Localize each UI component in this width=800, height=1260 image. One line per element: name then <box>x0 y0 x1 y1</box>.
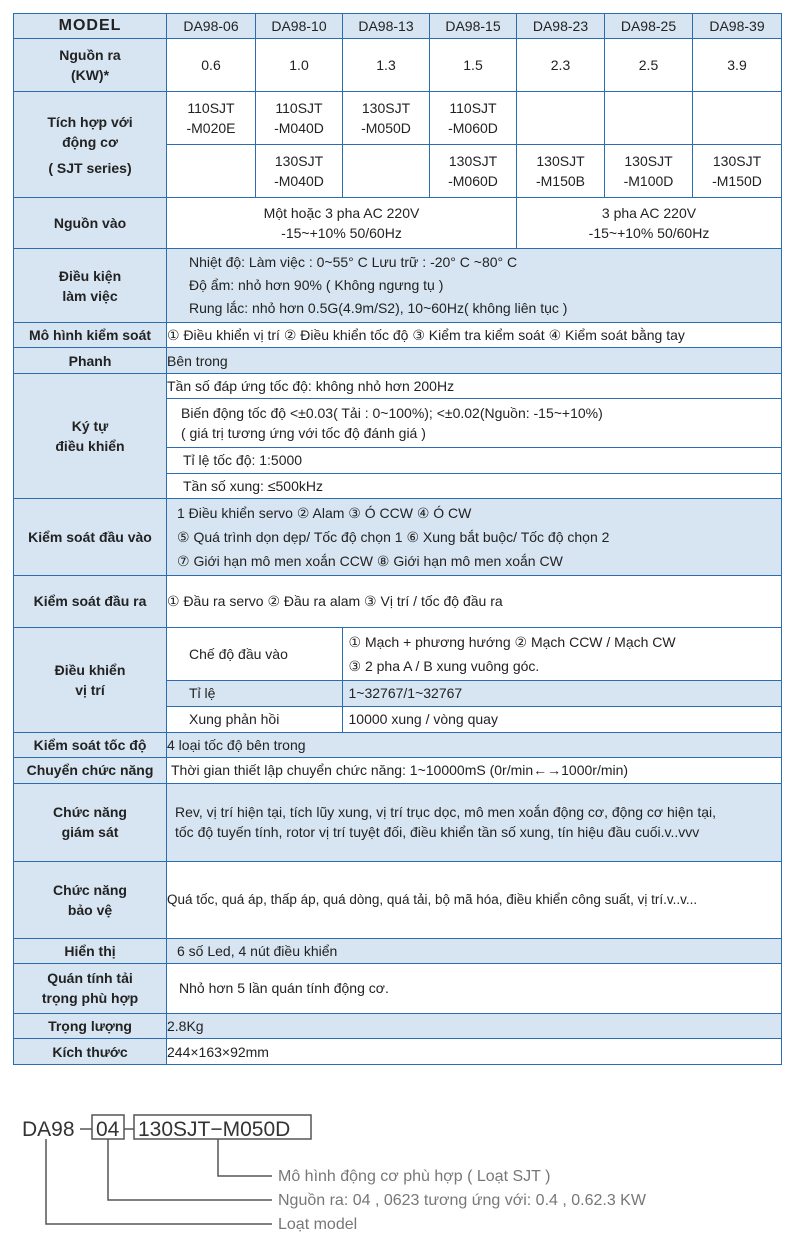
note-motor: Mô hình động cơ phù hợp ( Loạt SJT ) <box>278 1168 551 1185</box>
model-row <box>14 14 782 39</box>
label-line: làm việc <box>62 287 118 304</box>
model-name: DA98-39 <box>693 14 782 39</box>
label-line: Điều khiển <box>54 661 126 678</box>
input-mode-label: Chế độ đầu vào <box>167 628 342 681</box>
output-control-label: Kiểm soát đầu ra <box>14 575 167 627</box>
power-in-phase: 3 pha AC 220V <box>601 205 697 222</box>
monitor-label <box>14 783 167 861</box>
protection-label <box>14 862 167 938</box>
model-name: DA98-25 <box>605 14 693 39</box>
input-mode-line: ① Mạch + phương hướng ② Mạch CCW / Mạch CW <box>348 633 676 650</box>
speed-mode-label: Kiểm soát tốc độ <box>14 732 167 757</box>
switch-function-label: Chuyển chức năng <box>14 758 167 783</box>
input-mode-line: ③ 2 pha A / B xung vuông góc. <box>348 657 540 674</box>
speed-char-row-1 <box>14 373 782 398</box>
motor-model: 130SJT <box>624 153 673 170</box>
control-mode-row <box>14 322 782 347</box>
leader-line-series <box>46 1139 272 1224</box>
weight-row <box>14 1013 782 1038</box>
motor-cell <box>693 145 782 198</box>
input-control-line: ⑦ Giới hạn mô men xoắn CCW ⑧ Giới hạn mô men xoắn CW <box>177 552 563 569</box>
motor-suffix: -M020E <box>186 120 236 137</box>
fluctuation-note: ( giá trị tương ứng với tốc độ đánh giá ) <box>181 425 426 442</box>
protection-row <box>14 862 782 938</box>
motor-cell <box>517 145 605 198</box>
power-out-value: 0.6 <box>167 39 256 92</box>
label-line: Ký tự <box>71 418 109 434</box>
output-control-row <box>14 575 782 627</box>
brake-label: Phanh <box>14 348 167 373</box>
speed-mode-value: 4 loại tốc độ bên trong <box>167 732 782 757</box>
power-out-value: 2.5 <box>605 39 693 92</box>
motor-label <box>14 92 167 198</box>
model-name: DA98-13 <box>343 14 430 39</box>
motor-cell <box>605 92 693 145</box>
power-out-value: 2.3 <box>517 39 605 92</box>
speed-ratio: Tỉ lệ tốc độ: 1:5000 <box>167 448 782 473</box>
input-control-line: ⑤ Quá trình dọn dẹp/ Tốc độ chọn 1 ⑥ Xung bắt buộc/ Tốc độ chọn 2 <box>177 528 610 545</box>
motor-suffix: -M040D <box>274 173 324 190</box>
feedback-value: 10000 xung / vòng quay <box>342 706 781 732</box>
ratio-label: Tỉ lệ <box>167 681 342 706</box>
motor-model: 110SJT <box>275 100 323 117</box>
power-in-range: -15~+10% 50/60Hz <box>588 225 710 242</box>
control-mode-label: Mô hình kiểm soát <box>14 322 167 347</box>
motor-model: 130SJT <box>361 100 411 117</box>
conditions-label <box>14 249 167 322</box>
input-mode-row <box>167 628 781 681</box>
ratio-value: 1~32767/1~32767 <box>342 681 781 706</box>
motor-suffix: -M050D <box>361 120 411 137</box>
input-control-cell <box>167 499 782 575</box>
motor-cell <box>517 92 605 145</box>
switch-function-value: Thời gian thiết lập chuyển chức năng: 1~10000mS (0r/min←→1000r/min) <box>167 758 782 783</box>
temperature-text: Nhiệt độ: Làm việc : 0~55° C Lưu trữ : -20° C ~80° C <box>189 254 518 271</box>
motor-cell <box>256 92 343 145</box>
code-series: DA98 <box>22 1118 75 1141</box>
display-label: Hiển thị <box>14 938 167 963</box>
switch-function-row <box>14 758 782 783</box>
model-name: DA98-06 <box>167 14 256 39</box>
power-out-value: 1.5 <box>430 39 517 92</box>
model-label: MODEL <box>14 14 167 39</box>
motor-model: 110SJT <box>449 100 497 117</box>
monitor-text: Rev, vị trí hiện tại, tích lũy xung, vị trí trục dọc, mô men xoắn động cơ, động cơ hiện tại, <box>175 804 717 821</box>
monitor-row <box>14 783 782 861</box>
output-control-value: ① Đầu ra servo ② Đầu ra alam ③ Vị trí / tốc độ đầu ra <box>167 575 782 627</box>
note-series: Loạt model <box>278 1216 358 1233</box>
feedback-label: Xung phản hồi <box>167 706 342 732</box>
power-in-three <box>517 198 782 249</box>
code-power: 04 <box>96 1118 120 1141</box>
label-line: ( SJT series) <box>48 159 132 176</box>
weight-label: Trọng lượng <box>14 1013 167 1038</box>
label-line: Chức năng <box>53 881 127 898</box>
conditions-cell <box>167 249 782 322</box>
motor-suffix: -M100D <box>623 173 674 190</box>
motor-suffix: -M040D <box>274 120 324 137</box>
power-out-label <box>14 39 167 92</box>
size-row <box>14 1039 782 1065</box>
motor-suffix: -M060D <box>448 173 498 190</box>
motor-cell <box>605 145 693 198</box>
motor-cell <box>693 92 782 145</box>
protection-value: Quá tốc, quá áp, thấp áp, quá dòng, quá tải, bộ mã hóa, điều khiển công suất, vị trí.v..v... <box>167 862 782 938</box>
label-line: Điều kiện <box>58 267 122 284</box>
label-line: Nguồn ra <box>59 47 121 64</box>
power-in-range: -15~+10% 50/60Hz <box>281 225 402 242</box>
control-mode-value: ① Điều khiển vị trí ② Điều khiển tốc độ ③ Kiểm tra kiểm soát ④ Kiểm soát bằng tay <box>167 322 782 347</box>
feedback-row <box>167 706 781 732</box>
power-out-value: 1.0 <box>256 39 343 92</box>
motor-model: 130SJT <box>274 153 324 170</box>
label-line: bảo vệ <box>67 901 113 918</box>
fluctuation-text: Biến động tốc độ <±0.03( Tải : 0~100%); <±0.02(Nguồn: -15~+10%) <box>181 405 603 422</box>
model-name: DA98-10 <box>256 14 343 39</box>
label-line: Tích hợp với <box>47 113 133 130</box>
motor-model: 110SJT <box>187 100 235 117</box>
input-mode-value <box>342 628 781 681</box>
motor-suffix: -M060D <box>448 120 498 137</box>
speed-fluctuation <box>167 399 782 448</box>
label-line: trọng phù hợp <box>41 990 139 1007</box>
motor-cell <box>343 145 430 198</box>
motor-suffix: -M150D <box>712 173 762 190</box>
power-in-row <box>14 198 782 249</box>
conditions-row <box>14 249 782 322</box>
monitor-text: tốc độ tuyến tính, rotor vị trí tuyệt đối, điều khiển tần số xung, tín hiệu đầu cuối.v..vvv <box>175 824 700 841</box>
position-control-row <box>14 627 782 732</box>
motor-cell <box>343 92 430 145</box>
motor-cell <box>430 92 517 145</box>
label-line: Quán tính tải <box>47 970 133 987</box>
note-power: Nguồn ra: 04 , 0623 tương ứng với: 0.4 , 0.62.3 KW <box>278 1192 646 1209</box>
spec-table <box>13 13 782 1065</box>
position-control-cell <box>167 627 782 732</box>
power-in-single <box>167 198 517 249</box>
inertia-value: Nhỏ hơn 5 lần quán tính động cơ. <box>167 964 782 1014</box>
label-line: động cơ <box>62 133 118 150</box>
inertia-label <box>14 964 167 1014</box>
power-in-phase: Một hoặc 3 pha AC 220V <box>263 205 420 222</box>
motor-suffix: -M150B <box>535 173 586 190</box>
monitor-cell <box>167 783 782 861</box>
motor-model: 130SJT <box>536 153 585 170</box>
model-code-diagram <box>0 1090 800 1260</box>
model-name: DA98-15 <box>430 14 517 39</box>
power-out-row <box>14 39 782 92</box>
brake-row <box>14 348 782 373</box>
label-line: điều khiển <box>55 438 125 454</box>
vibration-text: Rung lắc: nhỏ hơn 0.5G(4.9m/S2), 10~60Hz( không liên tục ) <box>189 300 568 317</box>
leader-line-power <box>108 1139 272 1200</box>
speed-char-label <box>14 373 167 498</box>
input-control-row <box>14 499 782 575</box>
size-value: 244×163×92mm <box>167 1039 782 1065</box>
brake-value: Bên trong <box>167 348 782 373</box>
power-out-value: 3.9 <box>693 39 782 92</box>
power-in-label: Nguồn vào <box>14 198 167 249</box>
humidity-text: Độ ẩm: nhỏ hơn 90% ( Không ngưng tụ ) <box>189 277 444 294</box>
display-row <box>14 938 782 963</box>
display-value: 6 số Led, 4 nút điều khiển <box>167 938 782 963</box>
model-name: DA98-23 <box>517 14 605 39</box>
leader-line-motor <box>218 1139 272 1176</box>
inertia-row <box>14 964 782 1014</box>
label-line: giám sát <box>61 824 119 841</box>
label-line: (KW)* <box>70 67 110 84</box>
response-frequency: Tần số đáp ứng tốc độ: không nhỏ hơn 200Hz <box>167 373 782 398</box>
size-label: Kích thước <box>14 1039 167 1065</box>
motor-model: 130SJT <box>448 153 498 170</box>
speed-mode-row <box>14 732 782 757</box>
motor-row-1 <box>14 92 782 145</box>
position-control-label <box>14 627 167 732</box>
weight-value: 2.8Kg <box>167 1013 782 1038</box>
input-control-label: Kiểm soát đầu vào <box>14 499 167 575</box>
motor-cell <box>430 145 517 198</box>
power-out-value: 1.3 <box>343 39 430 92</box>
input-control-line: 1 Điều khiển servo ② Alam ③ Ó CCW ④ Ó CW <box>177 504 472 521</box>
label-line: Chức năng <box>53 804 127 821</box>
label-line: vị trí <box>75 681 105 698</box>
ratio-row <box>167 681 781 706</box>
pulse-frequency: Tần số xung: ≤500kHz <box>167 473 782 498</box>
motor-cell <box>167 145 256 198</box>
position-subtable <box>167 628 781 732</box>
motor-cell <box>167 92 256 145</box>
motor-cell <box>256 145 343 198</box>
motor-model: 130SJT <box>712 153 762 170</box>
code-motor: 130SJT−M050D <box>138 1118 291 1141</box>
